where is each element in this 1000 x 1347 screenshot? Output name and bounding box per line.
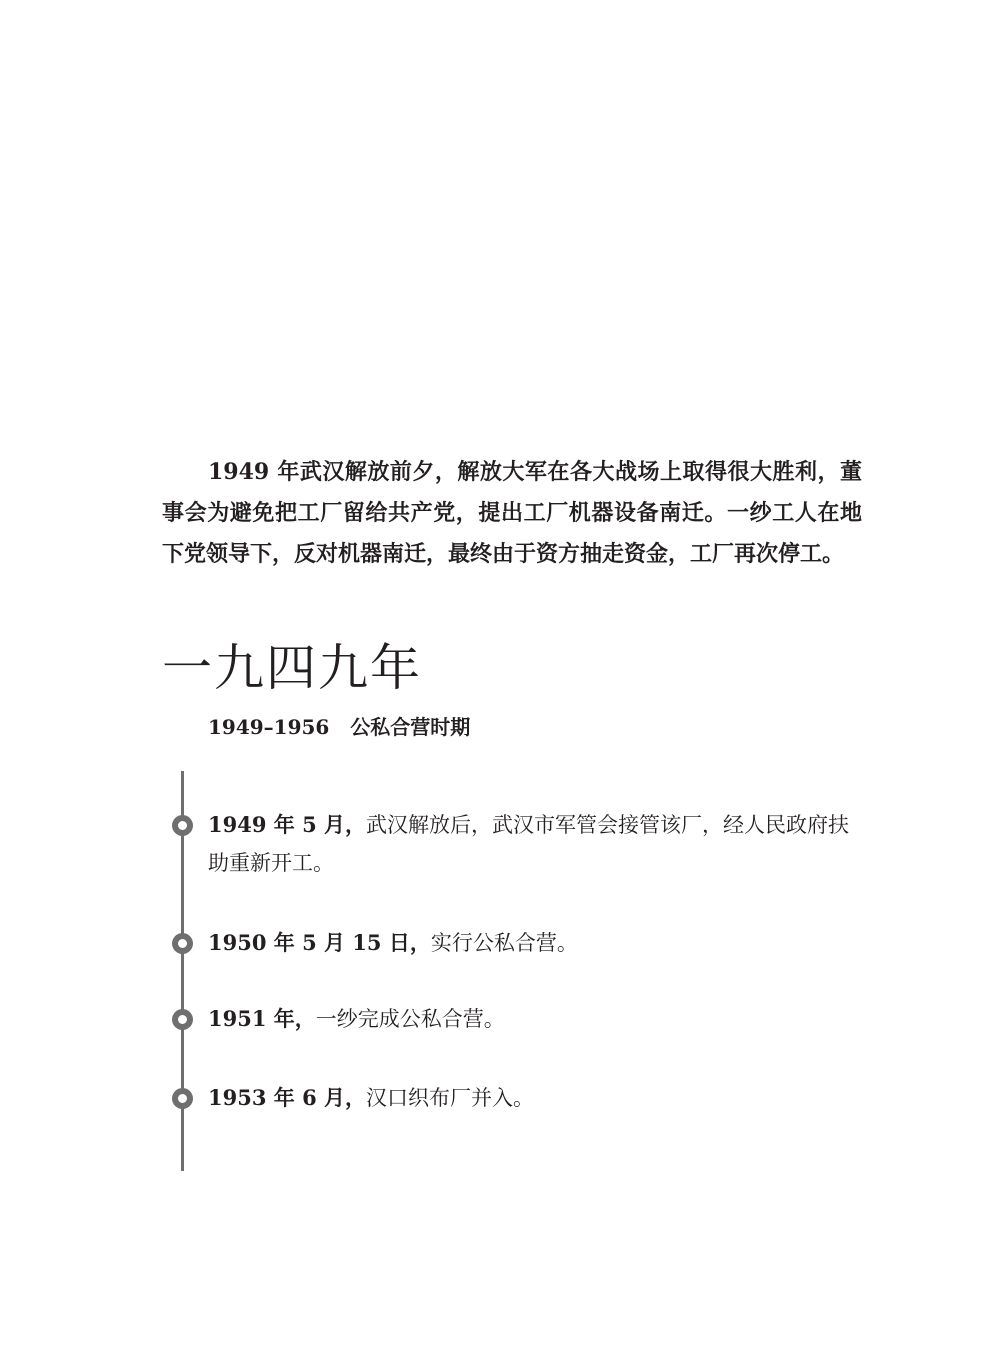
- timeline-bullet-icon: [172, 933, 193, 954]
- timeline-event: [208, 806, 868, 882]
- intro-text-block: [162, 452, 862, 575]
- timeline-event: [208, 1079, 868, 1117]
- period-name: 公私合营时期: [350, 715, 471, 739]
- intro-paragraph: 1949 年武汉解放前夕，解放大军在各大战场上取得很大胜利，董事会为避免把工厂留给共产党，提出工厂机器设备南迁。一纱工人在地下党领导下，反对机器南迁，最终由于资方抽走资金，工厂再次停工。: [162, 459, 862, 567]
- timeline-event: [208, 924, 868, 962]
- event-date: 1951 年，: [208, 1006, 316, 1031]
- event-date: 1949 年 5 月，: [208, 812, 366, 837]
- event-date: 1950 年 5 月 15 日，: [208, 930, 431, 955]
- event-text: 实行公私合营。: [430, 931, 578, 955]
- event-text: 一纱完成公私合营。: [315, 1007, 505, 1031]
- timeline-bullet-icon: [172, 1088, 193, 1109]
- timeline-event: [208, 1000, 868, 1038]
- timeline-bullet-icon: [172, 1009, 193, 1030]
- period-heading: [208, 712, 470, 742]
- timeline-bullet-icon: [172, 815, 193, 836]
- event-text: 汉口织布厂并入。: [366, 1086, 534, 1110]
- section-title: 一九四九年: [162, 639, 422, 697]
- event-date: 1953 年 6 月，: [208, 1085, 366, 1110]
- period-range: 1949–1956: [208, 715, 330, 739]
- event-text: 武汉解放后，武汉市军管会接管该厂，经人民政府扶助重新开工。: [208, 813, 849, 875]
